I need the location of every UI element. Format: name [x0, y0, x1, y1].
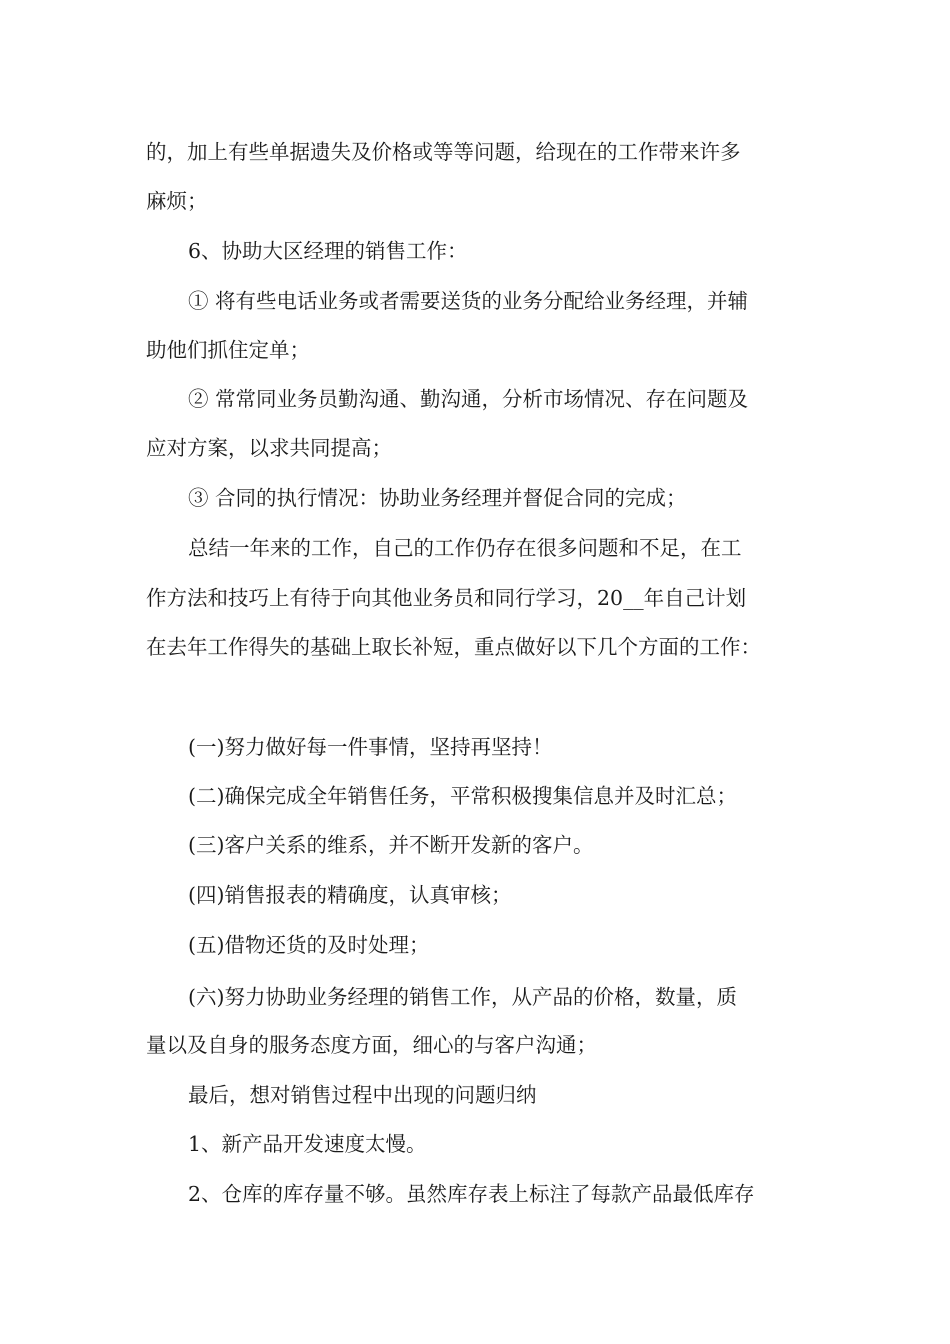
paragraph-line: 最后，想对销售过程中出现的问题归纳: [188, 1083, 537, 1107]
list-item: 2、仓库的库存量不够。虽然库存表上标注了每款产品最低库存: [188, 1182, 755, 1206]
list-item: (一)努力做好每一件事情，坚持再坚持！: [188, 735, 553, 759]
paragraph-line: 量以及自身的服务态度方面，细心的与客户沟通；: [146, 1033, 597, 1057]
paragraph-line: 助他们抓住定单；: [146, 338, 310, 362]
paragraph-line: 作方法和技巧上有待于向其他业务员和同行学习，20__年自己计划: [146, 586, 747, 610]
paragraph-line: 的，加上有些单据遗失及价格或等等问题，给现在的工作带来许多: [146, 140, 741, 164]
list-item: (三)客户关系的维系，并不断开发新的客户。: [188, 833, 594, 857]
list-item: (六)努力协助业务经理的销售工作，从产品的价格，数量，质: [188, 985, 737, 1009]
list-item: ① 将有些电话业务或者需要送货的业务分配给业务经理，并辅: [188, 289, 749, 313]
paragraph-line: 在去年工作得失的基础上取长补短，重点做好以下几个方面的工作：: [146, 635, 761, 659]
list-item: ② 常常同业务员勤沟通、勤沟通，分析市场情况、存在问题及: [188, 387, 749, 411]
list-item-heading: 6、协助大区经理的销售工作：: [188, 239, 468, 263]
paragraph-line: 应对方案，以求共同提高；: [146, 436, 392, 460]
list-item: (二)确保完成全年销售任务，平常积极搜集信息并及时汇总；: [188, 784, 737, 808]
list-item: 1、新产品开发速度太慢。: [188, 1132, 427, 1156]
paragraph-line: 麻烦；: [146, 189, 208, 213]
paragraph-line: 总结一年来的工作，自己的工作仍存在很多问题和不足，在工: [188, 536, 742, 560]
list-item: (五)借物还货的及时处理；: [188, 933, 430, 957]
list-item: (四)销售报表的精确度，认真审核；: [188, 883, 512, 907]
list-item: ③ 合同的执行情况：协助业务经理并督促合同的完成；: [188, 486, 687, 510]
